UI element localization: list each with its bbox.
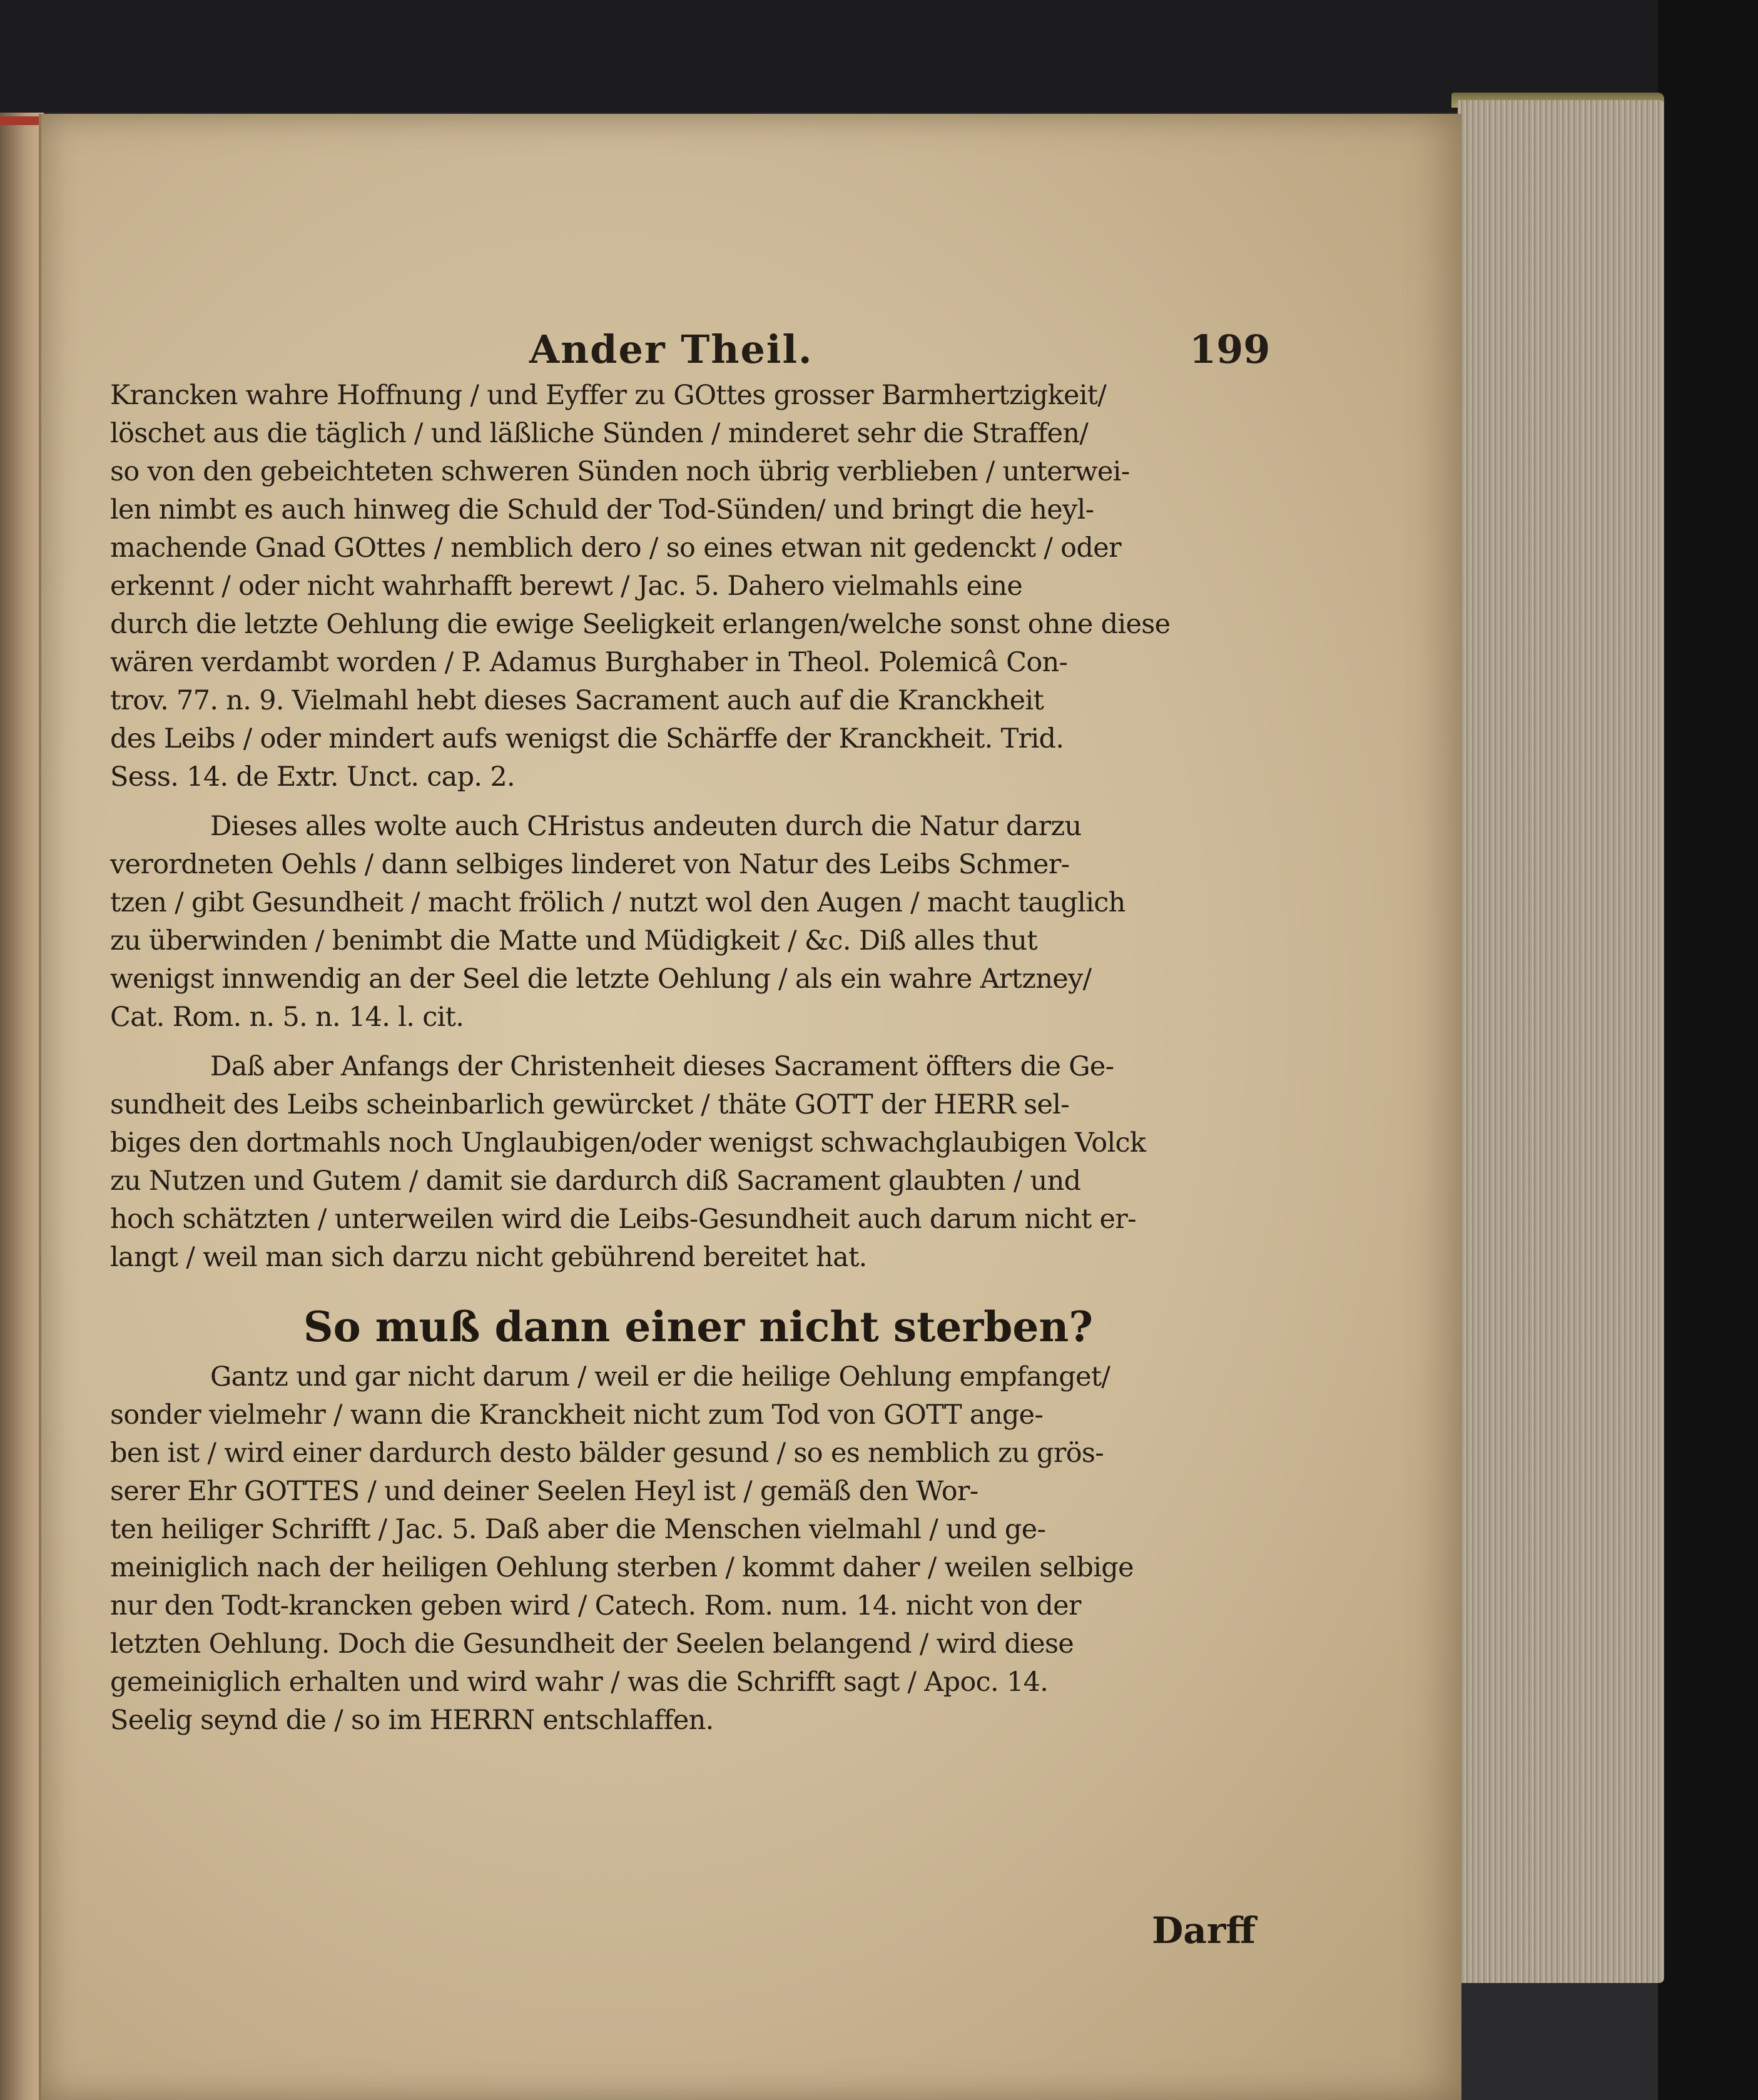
text-line: nur den Todt-krancken geben wird / Catech. Rom. num. 14. nicht von der <box>110 1590 1081 1621</box>
text-line: serer Ehr GOTTES / und deiner Seelen Heyl ist / gemäß den Wor- <box>110 1476 978 1507</box>
running-head: Ander Theil. <box>529 327 813 372</box>
text-line: meiniglich nach der heiligen Oehlung sterben / kommt daher / weilen selbige <box>110 1552 1134 1583</box>
text-line: Daß aber Anfangs der Christenheit dieses Sacrament öffters die Ge- <box>210 1051 1114 1082</box>
text-line: verordneten Oehls / dann selbiges linderet von Natur des Leibs Schmer- <box>110 849 1070 880</box>
text-line: des Leibs / oder mindert aufs wenigst die Schärffe der Kranckheit. Trid. <box>110 723 1064 754</box>
text-line: zu Nutzen und Gutem / damit sie dardurch diß Sacrament glaubten / und <box>110 1165 1081 1197</box>
text-line: durch die letzte Oehlung die ewige Seeligkeit erlangen/welche sonst ohne diese <box>110 609 1171 640</box>
paragraph-2 <box>110 808 1286 1037</box>
text-line: Dieses alles wolte auch CHristus andeuten durch die Natur darzu <box>210 811 1082 842</box>
text-line: so von den gebeichteten schweren Sünden noch übrig verblieben / unterwei- <box>110 456 1130 487</box>
page-number: 199 <box>1189 327 1271 372</box>
text-line: letzten Oehlung. Doch die Gesundheit der Seelen belangend / wird diese <box>110 1628 1074 1660</box>
text-line: wenigst innwendig an der Seel die letzte Oehlung / als ein wahre Artzney/ <box>110 963 1092 995</box>
text-line: Gantz und gar nicht darum / weil er die heilige Oehlung empfanget/ <box>210 1361 1110 1392</box>
text-line: ten heiliger Schrifft / Jac. 5. Daß aber die Menschen vielmahl / und ge- <box>110 1514 1046 1545</box>
text-line: len nimbt es auch hinweg die Schuld der Tod-Sünden/ und bringt die heyl- <box>110 494 1094 525</box>
text-line: ben ist / wird einer dardurch desto bälder gesund / so es nemblich zu grös- <box>110 1438 1104 1469</box>
catchword: Darff <box>1152 1909 1256 1952</box>
text-line: Seelig seynd die / so im HERRN entschlaffen. <box>110 1705 714 1736</box>
text-line: sonder vielmehr / wann die Kranckheit nicht zum Tod von GOTT ange- <box>110 1399 1044 1431</box>
text-line: Krancken wahre Hoffnung / und Eyffer zu GOttes grosser Barmhertzigkeit/ <box>110 380 1107 411</box>
text-line: tzen / gibt Gesundheit / macht frölich / nutzt wol den Augen / macht tauglich <box>110 887 1125 918</box>
answer-paragraph <box>110 1358 1286 1740</box>
page-header <box>41 327 1461 377</box>
book-page-edges <box>1458 100 1664 1983</box>
page-body <box>110 377 1286 1740</box>
text-line: biges den dortmahls noch Unglaubigen/oder wenigst schwachglaubigen Volck <box>110 1127 1146 1159</box>
text-line: zu überwinden / benimbt die Matte und Müdigkeit / &c. Diß alles thut <box>110 925 1037 956</box>
text-line: langt / weil man sich darzu nicht gebührend bereitet hat. <box>110 1242 867 1273</box>
text-line: sundheit des Leibs scheinbarlich gewürcket / thäte GOTT der HERR sel- <box>110 1089 1070 1120</box>
paragraph-3 <box>110 1048 1286 1277</box>
text-line: hoch schätzten / unterweilen wird die Leibs-Gesundheit auch darum nicht er- <box>110 1204 1136 1235</box>
bookmark-ribbon <box>0 116 44 125</box>
paragraph-1 <box>110 377 1286 796</box>
book-page <box>39 114 1461 2100</box>
text-line: trov. 77. n. 9. Vielmahl hebt dieses Sacrament auch auf die Kranckheit <box>110 685 1044 716</box>
text-line: erkennt / oder nicht wahrhafft berewt / Jac. 5. Dahero vielmahls eine <box>110 571 1023 602</box>
text-line: Sess. 14. de Extr. Unct. cap. 2. <box>110 761 515 793</box>
text-line: machende Gnad GOttes / nemblich dero / so eines etwan nit gedenckt / oder <box>110 532 1121 564</box>
background-right <box>1658 0 1758 2100</box>
text-line: löschet aus die täglich / und läßliche Sünden / minderet sehr die Straffen/ <box>110 418 1089 449</box>
previous-page-edge <box>0 113 44 2100</box>
text-line: wären verdambt worden / P. Adamus Burghaber in Theol. Polemicâ Con- <box>110 647 1068 678</box>
text-line: gemeiniglich erhalten und wird wahr / was die Schrifft sagt / Apoc. 14. <box>110 1666 1049 1698</box>
text-line: Cat. Rom. n. 5. n. 14. l. cit. <box>110 1002 464 1033</box>
section-heading: So muß dann einer nicht sterben? <box>303 1302 1094 1351</box>
